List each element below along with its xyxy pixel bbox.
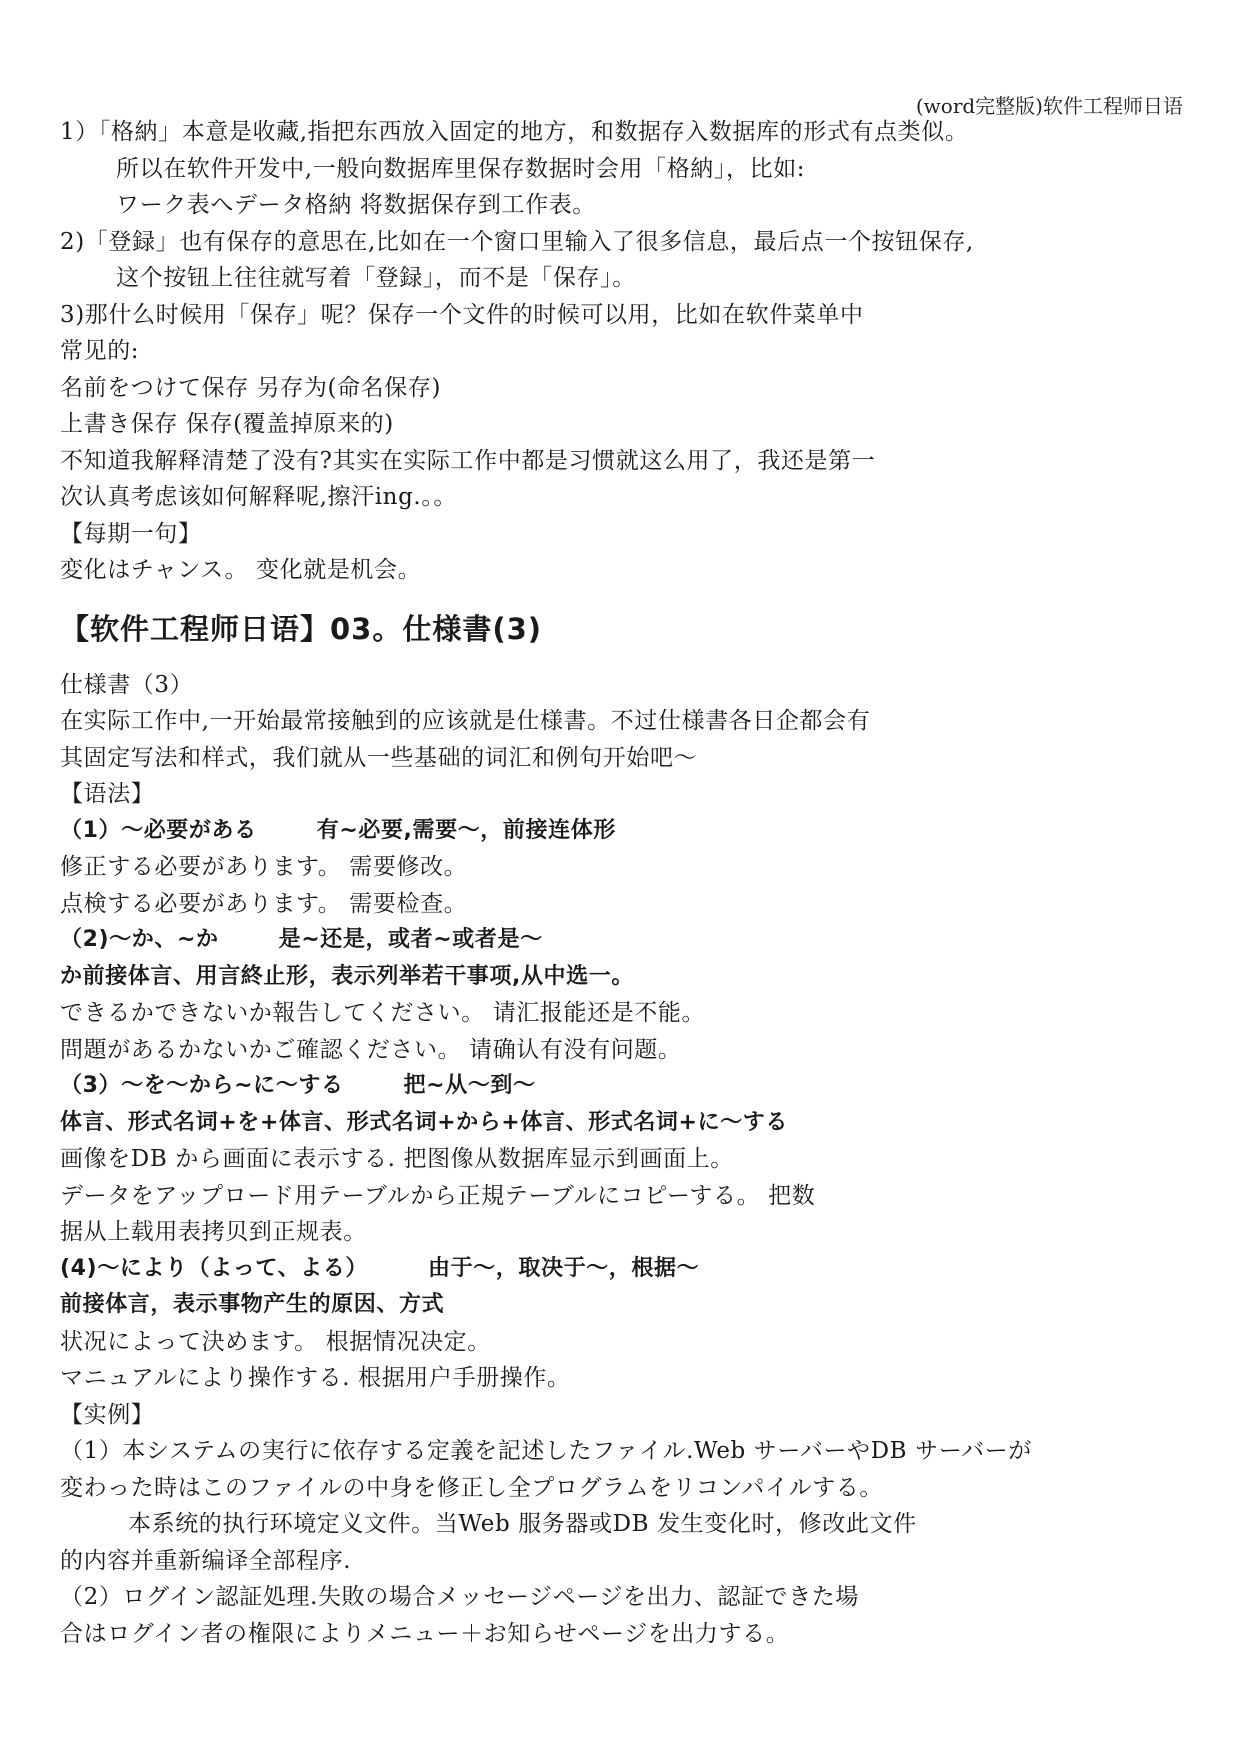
- section-label: 【语法】: [60, 781, 155, 807]
- example-line: 変わった時はこのファイルの中身を修正し全プログラムをリコンパイルする。: [60, 1474, 884, 1501]
- text-line: 次认真考虑该如何解释呢,擦汗ing.。。: [60, 484, 458, 510]
- text-line: 変化はチャンス。 变化就是机会。: [60, 557, 422, 583]
- text-line: 上書き保存 保存(覆盖掉原来的): [60, 411, 394, 437]
- example-line: 状况によって決めます。 根据情况决定。: [60, 1328, 491, 1355]
- grammar-pattern: （1）～必要がある: [60, 817, 257, 843]
- text-line: 仕様書（3）: [60, 671, 194, 698]
- grammar-meaning: 有~必要,需要～，前接连体形: [316, 817, 616, 843]
- example-line: マニュアルにより操作する. 根据用户手册操作。: [60, 1365, 571, 1391]
- text-line: ワーク表へデータ格納 将数据保存到工作表。: [116, 192, 596, 218]
- text-line: 其固定写法和样式，我们就从一些基础的词汇和例句开始吧～: [60, 744, 698, 771]
- text-line: 2)「登録」也有保存的意思在,比如在一个窗口里输入了很多信息，最后点一个按钮保存,: [60, 228, 974, 255]
- grammar-heading: [60, 1251, 1190, 1288]
- grammar-note: 体言、形式名词+を+体言、形式名词+から+体言、形式名词+に～する: [60, 1109, 788, 1135]
- grammar-pattern: (4)～により（よって、よる）: [60, 1255, 368, 1281]
- example-line: できるかできないか報告してください。 请汇报能还是不能。: [60, 1000, 706, 1026]
- example-line: 据从上载用表拷贝到正规表。: [60, 1219, 367, 1245]
- document-body: [60, 114, 1190, 1652]
- page-header: (word完整版)软件工程师日语: [915, 94, 1183, 118]
- section-label: 【每期一句】: [60, 520, 202, 547]
- grammar-heading: [60, 1068, 1190, 1105]
- text-line: 不知道我解释清楚了没有?其实在实际工作中都是习惯就这么用了，我还是第一: [60, 447, 876, 474]
- example-line: 本系统的执行环境定义文件。当Web 服务器或DB 发生变化时，修改此文件: [128, 1511, 917, 1537]
- grammar-note: 前接体言，表示事物产生的原因、方式: [60, 1292, 445, 1317]
- grammar-pattern: （2)～か、~か: [60, 927, 219, 952]
- text-line: 3)那什么时候用「保存」呢？保存一个文件的时候可以用，比如在软件菜单中: [60, 301, 864, 328]
- text-line: 这个按钮上往往就写着「登録」，而不是「保存」。: [116, 265, 636, 291]
- article-title: 【软件工程师日语】03。仕様書(3): [60, 611, 543, 646]
- grammar-meaning: 由于～，取决于～，根据～: [427, 1255, 700, 1281]
- example-line: 修正する必要があります。 需要修改。: [60, 854, 468, 880]
- text-line: 在实际工作中,一开始最常接触到的应该就是仕様書。不过仕様書各日企都会有: [60, 708, 871, 734]
- grammar-meaning: 把~从～到～: [403, 1073, 536, 1098]
- text-line: 常见的:: [60, 338, 140, 364]
- example-line: 点検する必要があります。 需要检查。: [60, 890, 468, 917]
- example-line: 問題があるかないかご確認ください。 请确认有没有问题。: [60, 1036, 682, 1063]
- example-line: （2）ログイン認証処理.失敗の場合メッセージページを出力、認証できた場: [60, 1584, 859, 1610]
- grammar-heading: [60, 922, 1190, 959]
- grammar-pattern: （3）～を～から~に～する: [60, 1073, 344, 1098]
- example-line: 合はログイン者の権限によりメニュー＋お知らせページを出力する。: [60, 1620, 790, 1647]
- section-label: 【实例】: [60, 1401, 155, 1428]
- example-line: 的内容并重新编译全部程序.: [60, 1547, 352, 1574]
- example-line: データをアップロード用テーブルから正規テーブルにコピーする。 把数: [60, 1182, 816, 1209]
- example-line: 画像をDB から画面に表示する. 把图像从数据库显示到画面上。: [60, 1146, 734, 1172]
- text-line: 1）「格納」本意是收藏,指把东西放入固定的地方，和数据存入数据库的形式有点类似。: [60, 119, 969, 145]
- example-line: （1）本システムの実行に依存する定義を記述したファイル.Web サーバーやDB サーバーが: [60, 1438, 1032, 1464]
- grammar-meaning: 是~还是，或者~或者是～: [278, 927, 543, 952]
- grammar-note: か前接体言、用言終止形，表示列举若干事项,从中选一。: [60, 963, 634, 989]
- text-line: 所以在软件开发中,一般向数据库里保存数据时会用「格納」，比如:: [116, 155, 806, 182]
- text-line: 名前をつけて保存 另存为(命名保存): [60, 374, 442, 401]
- grammar-heading: [60, 813, 1190, 850]
